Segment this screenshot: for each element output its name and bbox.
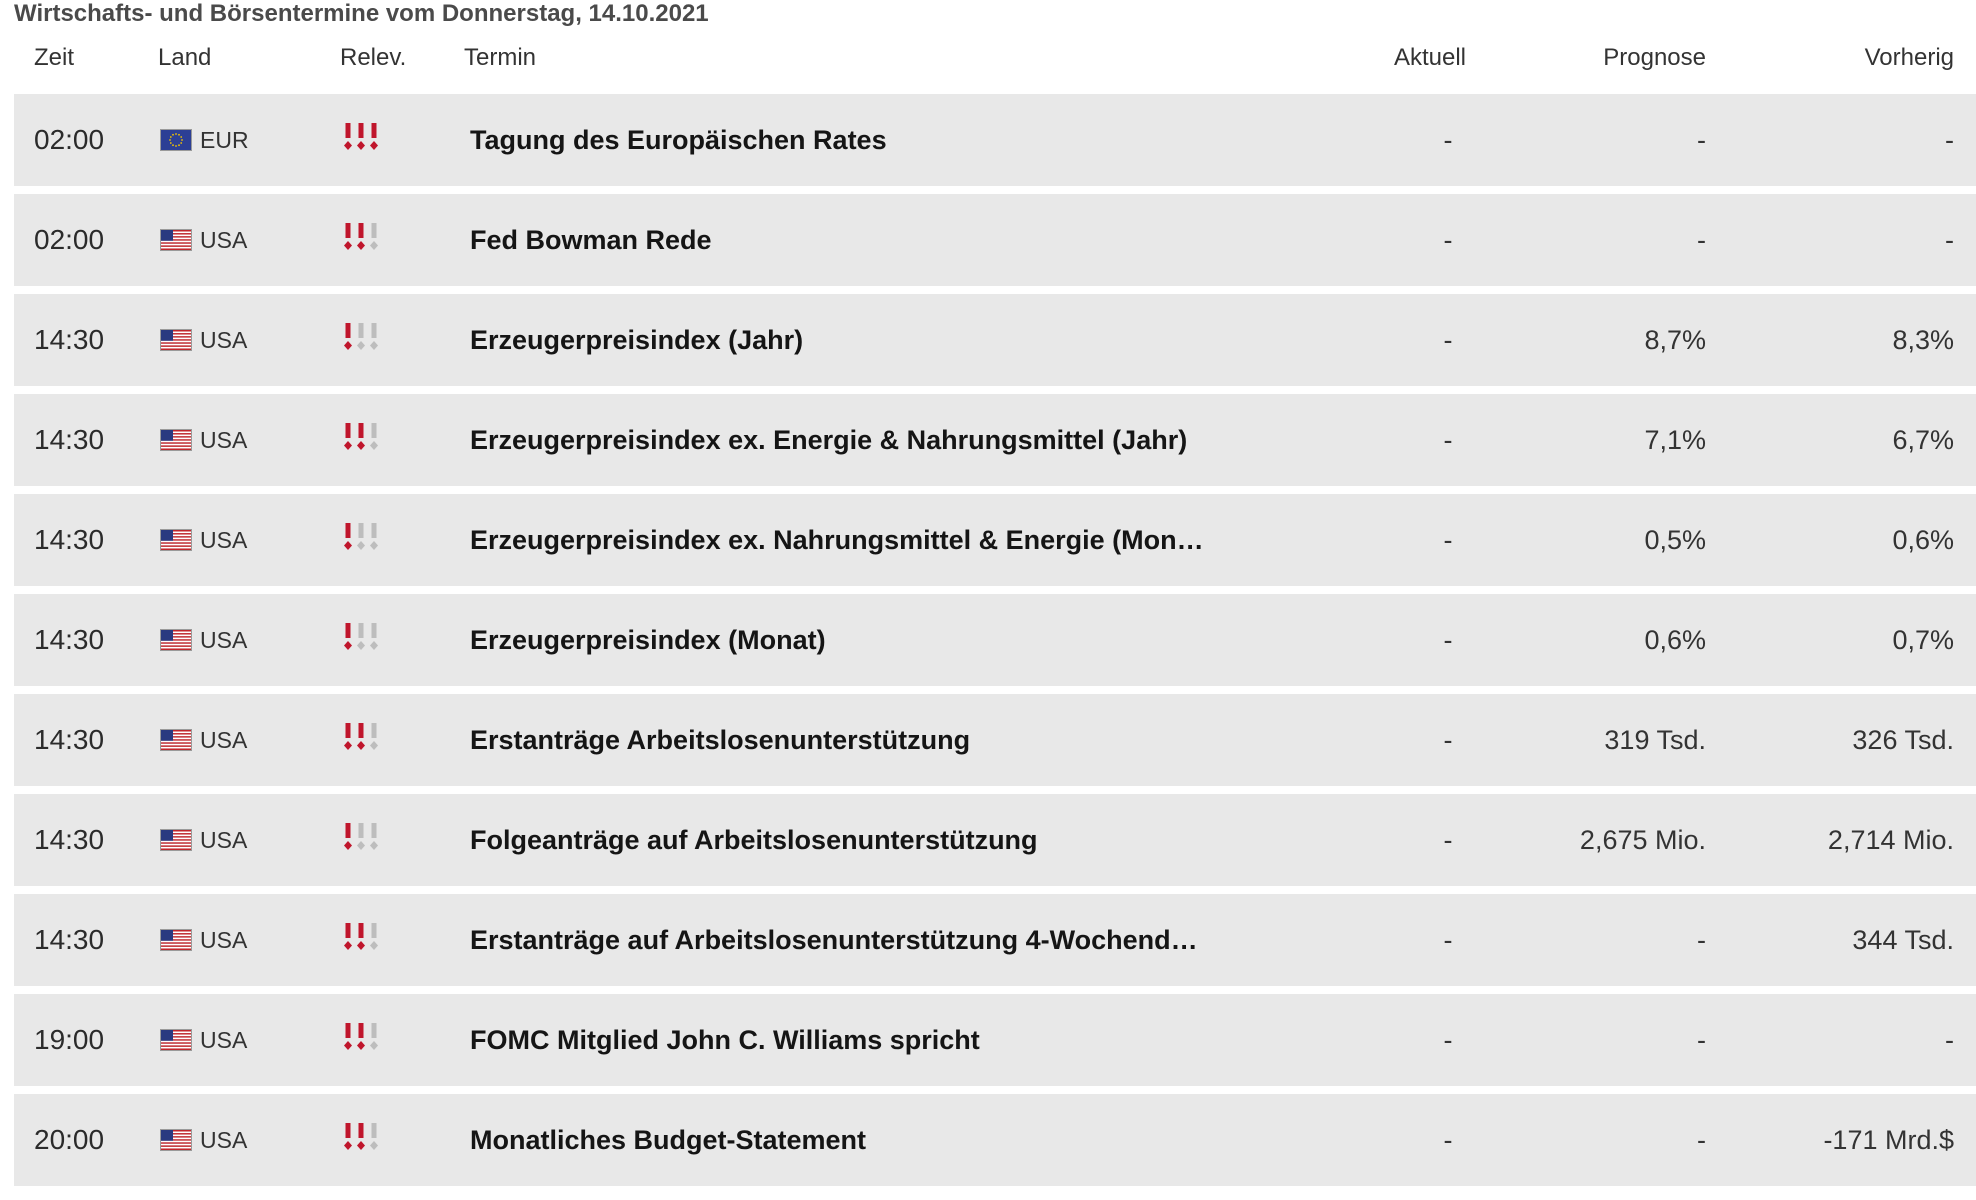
event-country: EUR <box>200 127 249 153</box>
page-title: Wirtschafts- und Börsentermine vom Donnerstag, 14.10.2021 <box>14 0 709 27</box>
eu-flag-icon <box>160 129 192 151</box>
us-flag-icon <box>160 729 192 751</box>
event-actual: - <box>1443 1025 1453 1055</box>
table-row[interactable] <box>14 294 1976 386</box>
event-previous: - <box>1945 225 1954 255</box>
event-previous: 0,6% <box>1892 525 1954 555</box>
event-forecast: 0,6% <box>1644 625 1706 655</box>
us-flag-icon <box>160 629 192 651</box>
event-time: 14:30 <box>34 424 105 455</box>
event-time: 14:30 <box>34 524 105 555</box>
table-row[interactable] <box>14 94 1976 186</box>
relevance-icon <box>344 422 386 452</box>
event-previous: -171 Mrd.$ <box>1823 1125 1954 1155</box>
event-country: USA <box>200 227 248 253</box>
column-header-zeit[interactable]: Zeit <box>34 44 75 71</box>
event-actual: - <box>1443 1125 1453 1155</box>
table-row[interactable] <box>14 694 1976 786</box>
event-actual: - <box>1443 625 1453 655</box>
event-forecast: 0,5% <box>1644 525 1706 555</box>
event-name[interactable]: Erzeugerpreisindex (Monat) <box>470 625 826 655</box>
event-country: USA <box>200 627 248 653</box>
event-time: 02:00 <box>34 224 105 255</box>
event-forecast: - <box>1697 125 1706 155</box>
event-time: 14:30 <box>34 724 105 755</box>
event-country: USA <box>200 727 248 753</box>
column-header-vorherig[interactable]: Vorherig <box>1864 44 1954 71</box>
relevance-icon <box>344 1022 386 1052</box>
event-name[interactable]: Folgeanträge auf Arbeitslosenunterstützung <box>470 825 1038 855</box>
us-flag-icon <box>160 229 192 251</box>
us-flag-icon <box>160 429 192 451</box>
event-time: 14:30 <box>34 924 105 955</box>
event-actual: - <box>1443 925 1453 955</box>
us-flag-icon <box>160 829 192 851</box>
table-row[interactable] <box>14 1094 1976 1186</box>
event-previous: - <box>1945 125 1954 155</box>
event-previous: - <box>1945 1025 1954 1055</box>
table-row[interactable] <box>14 994 1976 1086</box>
table-row[interactable] <box>14 894 1976 986</box>
relevance-icon <box>344 622 386 652</box>
event-time: 14:30 <box>34 824 105 855</box>
us-flag-icon <box>160 929 192 951</box>
event-country: USA <box>200 527 248 553</box>
us-flag-icon <box>160 1029 192 1051</box>
relevance-icon <box>344 1122 386 1152</box>
event-actual: - <box>1443 325 1453 355</box>
column-header-aktuell[interactable]: Aktuell <box>1393 44 1467 71</box>
event-country: USA <box>200 827 248 853</box>
relevance-icon <box>344 822 386 852</box>
column-header-prognose[interactable]: Prognose <box>1603 44 1706 71</box>
event-name[interactable]: Erstanträge auf Arbeitslosenunterstützung 4-Wochend… <box>470 925 1198 955</box>
event-forecast: 2,675 Mio. <box>1579 825 1706 855</box>
relevance-icon <box>344 222 386 252</box>
event-previous: 2,714 Mio. <box>1827 825 1954 855</box>
event-previous: 326 Tsd. <box>1852 725 1954 755</box>
event-forecast: 319 Tsd. <box>1604 725 1706 755</box>
event-time: 20:00 <box>34 1124 105 1155</box>
table-row[interactable] <box>14 794 1976 886</box>
event-actual: - <box>1443 125 1453 155</box>
event-name[interactable]: Erzeugerpreisindex ex. Nahrungsmittel & Energie (Mon… <box>470 525 1204 555</box>
event-time: 02:00 <box>34 124 105 155</box>
us-flag-icon <box>160 1129 192 1151</box>
event-actual: - <box>1443 825 1453 855</box>
event-name[interactable]: Monatliches Budget-Statement <box>470 1125 867 1155</box>
relevance-icon <box>344 722 386 752</box>
event-name[interactable]: FOMC Mitglied John C. Williams spricht <box>470 1025 980 1055</box>
event-forecast: 8,7% <box>1644 325 1706 355</box>
table-row[interactable] <box>14 494 1976 586</box>
relevance-icon <box>344 122 386 152</box>
event-name[interactable]: Fed Bowman Rede <box>470 225 712 255</box>
us-flag-icon <box>160 329 192 351</box>
event-name[interactable]: Erzeugerpreisindex (Jahr) <box>470 325 804 355</box>
event-table <box>14 94 1976 1194</box>
relevance-icon <box>344 522 386 552</box>
column-header-termin[interactable]: Termin <box>464 44 537 71</box>
event-previous: 6,7% <box>1892 425 1954 455</box>
event-forecast: - <box>1697 1025 1706 1055</box>
event-country: USA <box>200 1127 248 1153</box>
event-previous: 0,7% <box>1892 625 1954 655</box>
event-actual: - <box>1443 225 1453 255</box>
event-time: 19:00 <box>34 1024 105 1055</box>
event-country: USA <box>200 427 248 453</box>
event-time: 14:30 <box>34 324 105 355</box>
event-previous: 344 Tsd. <box>1852 925 1954 955</box>
event-actual: - <box>1443 425 1453 455</box>
table-row[interactable] <box>14 194 1976 286</box>
us-flag-icon <box>160 529 192 551</box>
relevance-icon <box>344 922 386 952</box>
event-forecast: - <box>1697 225 1706 255</box>
event-actual: - <box>1443 725 1453 755</box>
event-forecast: 7,1% <box>1644 425 1706 455</box>
table-row[interactable] <box>14 394 1976 486</box>
event-actual: - <box>1443 525 1453 555</box>
event-previous: 8,3% <box>1892 325 1954 355</box>
event-name[interactable]: Erstanträge Arbeitslosenunterstützung <box>470 725 971 755</box>
column-header-land[interactable]: Land <box>158 44 212 71</box>
relevance-icon <box>344 322 386 352</box>
event-country: USA <box>200 327 248 353</box>
event-forecast: - <box>1697 1125 1706 1155</box>
event-time: 14:30 <box>34 624 105 655</box>
event-country: USA <box>200 927 248 953</box>
event-forecast: - <box>1697 925 1706 955</box>
event-name[interactable]: Tagung des Europäischen Rates <box>470 125 887 155</box>
table-row[interactable] <box>14 594 1976 686</box>
event-name[interactable]: Erzeugerpreisindex ex. Energie & Nahrungsmittel (Jahr) <box>470 425 1188 455</box>
event-country: USA <box>200 1027 248 1053</box>
column-header-relevanz[interactable]: Relev. <box>340 44 407 71</box>
